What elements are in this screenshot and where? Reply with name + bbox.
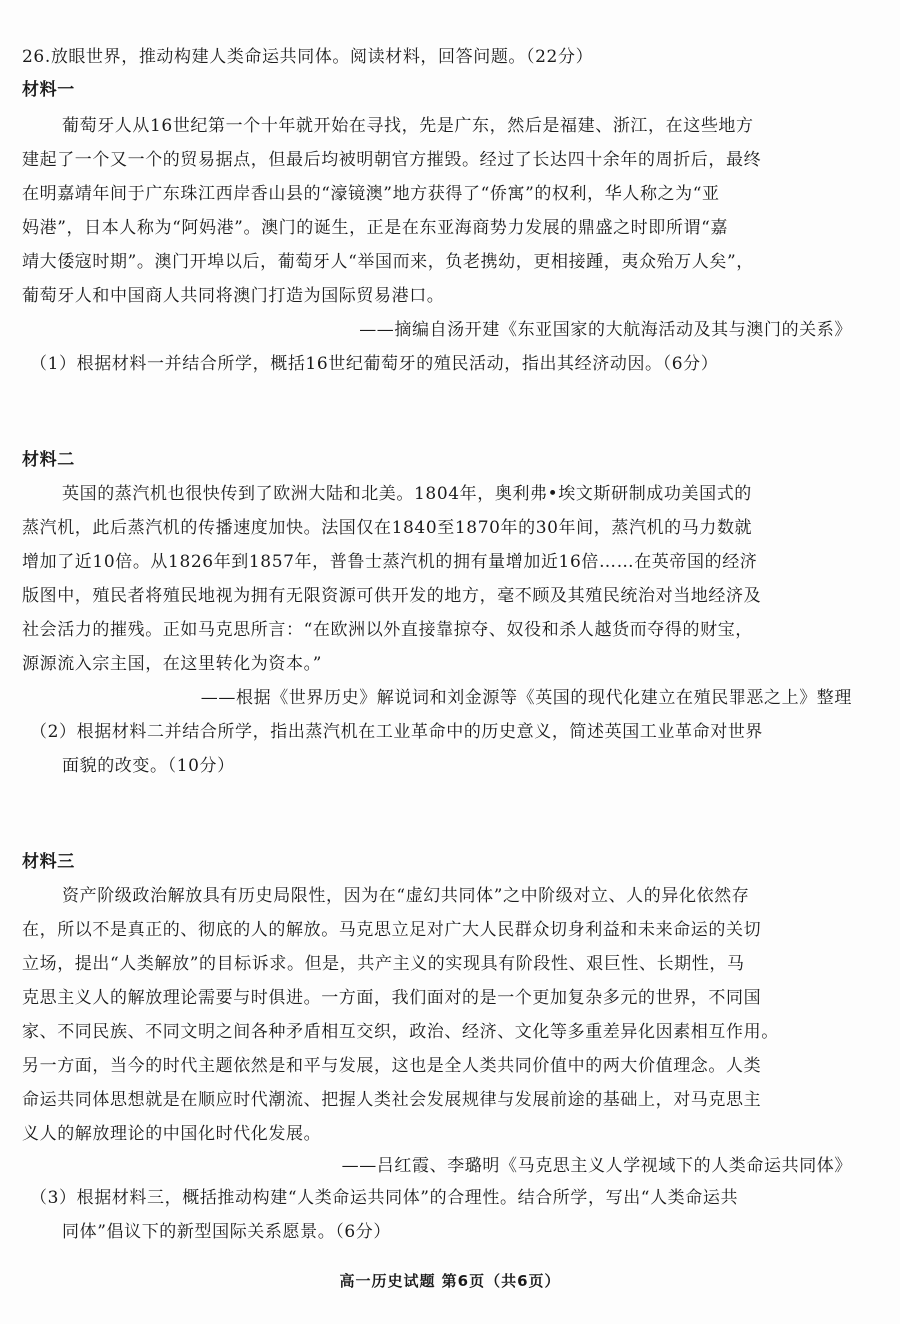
material1-question: （1）根据材料一并结合所学，概括16世纪葡萄牙的殖民活动，指出其经济动因。（6分） bbox=[30, 354, 719, 374]
material2-line: 蒸汽机，此后蒸汽机的传播速度加快。法国仅在1840至1870年的30年间，蒸汽机的马力数就 bbox=[22, 518, 753, 538]
material1-line: 葡萄牙人和中国商人共同将澳门打造为国际贸易港口。 bbox=[22, 286, 445, 306]
material3-line: 家、不同民族、不同文明之间各种矛盾相互交织，政治、经济、文化等多重差异化因素相互作用。 bbox=[22, 1022, 779, 1042]
material1-source: ——摘编自汤开建《东亚国家的大航海活动及其与澳门的关系》 bbox=[359, 320, 852, 340]
material3-line: 另一方面，当今的时代主题依然是和平与发展，这也是全人类共同价值中的两大价值理念。人类 bbox=[22, 1056, 762, 1076]
material2-source: ——根据《世界历史》解说词和刘金源等《英国的现代化建立在殖民罪恶之上》整理 bbox=[200, 688, 852, 708]
material2-question-cont: 面貌的改变。（10分） bbox=[62, 756, 235, 776]
material1-line: 靖大倭寇时期”。澳门开埠以后，葡萄牙人“举国而来，负老携幼，更相接踵，夷众殆万人矣”， bbox=[22, 252, 754, 272]
material3-line: 在，所以不是真正的、彻底的人的解放。马克思立足对广大人民群众切身利益和未来命运的关切 bbox=[22, 920, 762, 940]
material3-question-cont: 同体”倡议下的新型国际关系愿景。（6分） bbox=[62, 1222, 392, 1242]
material2-line: 版图中，殖民者将殖民地视为拥有无限资源可供开发的地方，毫不顾及其殖民统治对当地经济及 bbox=[22, 586, 762, 606]
material1-line: 妈港”，日本人称为“阿妈港”。澳门的诞生，正是在东亚海商势力发展的鼎盛之时即所谓“嘉 bbox=[22, 218, 728, 238]
material3-heading: 材料三 bbox=[22, 852, 75, 872]
material2-question: （2）根据材料二并结合所学，指出蒸汽机在工业革命中的历史意义，简述英国工业革命对世界 bbox=[30, 722, 764, 742]
material3-source: ——吕红霞、李璐明《马克思主义人学视域下的人类命运共同体》 bbox=[341, 1156, 852, 1176]
material2-line: 增加了近10倍。从1826年到1857年，普鲁士蒸汽机的拥有量增加近16倍……在英帝国的经济 bbox=[22, 552, 758, 572]
material3-question: （3）根据材料三，概括推动构建“人类命运共同体”的合理性。结合所学，写出“人类命运共 bbox=[30, 1188, 739, 1208]
material1-line: 建起了一个又一个的贸易据点，但最后均被明朝官方摧毁。经过了长达四十余年的周折后，最终 bbox=[22, 150, 762, 170]
material2-line: 社会活力的摧残。正如马克思所言：“在欧洲以外直接靠掠夺、奴役和杀人越货而夺得的财宝， bbox=[22, 620, 753, 640]
material2-line: 英国的蒸汽机也很快传到了欧洲大陆和北美。1804年，奥利弗•埃文斯研制成功美国式的 bbox=[62, 484, 752, 504]
material1-line: 在明嘉靖年间于广东珠江西岸香山县的“濠镜澳”地方获得了“侨寓”的权利，华人称之为“亚 bbox=[22, 184, 720, 204]
material3-line: 立场，提出“人类解放”的目标诉求。但是，共产主义的实现具有阶段性、艰巨性、长期性，马 bbox=[22, 954, 745, 974]
material3-line: 命运共同体思想就是在顺应时代潮流、把握人类社会发展规律与发展前途的基础上，对马克思主 bbox=[22, 1090, 762, 1110]
page-footer: 高一历史试题 第6页（共6页） bbox=[339, 1272, 561, 1290]
material1-heading: 材料一 bbox=[22, 80, 75, 100]
material3-line: 克思主义人的解放理论需要与时俱进。一方面，我们面对的是一个更加复杂多元的世界，不同国 bbox=[22, 988, 762, 1008]
material1-line: 葡萄牙人从16世纪第一个十年就开始在寻找，先是广东，然后是福建、浙江，在这些地方 bbox=[62, 116, 754, 136]
question-title: 26.放眼世界，推动构建人类命运共同体。阅读材料，回答问题。（22分） bbox=[22, 47, 594, 67]
material2-line: 源源流入宗主国，在这里转化为资本。” bbox=[22, 654, 322, 674]
material3-line: 义人的解放理论的中国化时代化发展。 bbox=[22, 1124, 322, 1144]
material2-heading: 材料二 bbox=[22, 450, 75, 470]
material3-line: 资产阶级政治解放具有历史局限性，因为在“虚幻共同体”之中阶级对立、人的异化依然存 bbox=[62, 886, 750, 906]
